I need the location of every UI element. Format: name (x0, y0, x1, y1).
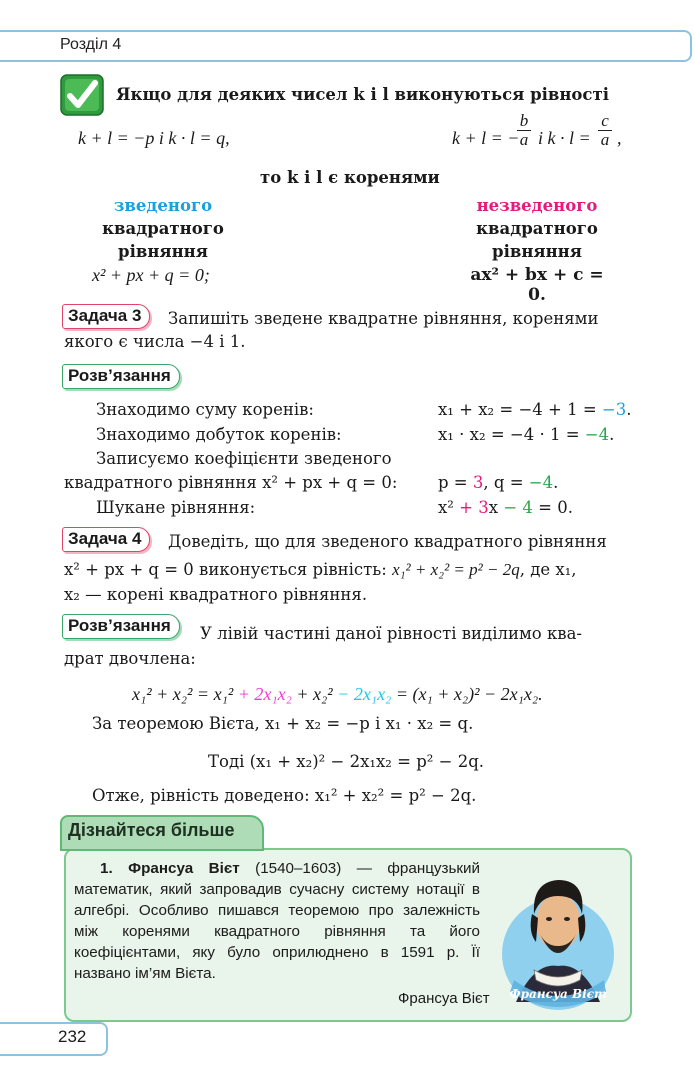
task4-line1: Доведіть, що для зведеного квадратного рівняння (168, 532, 607, 551)
task4-vieta-line: За теоремою Вієта, x₁ + x₂ = −p і x₁ · x₂ = q. (92, 714, 474, 733)
right-formula-start: k + l = − (452, 128, 520, 148)
left-col-line2: квадратного (102, 219, 224, 238)
task3-solution-label: Розв’язання (62, 364, 180, 389)
left-col-kind: зведеного (113, 196, 213, 215)
task3-row1-right (438, 400, 632, 419)
task4-solution-label: Розв’язання (62, 614, 180, 639)
fraction-denominator: a (517, 130, 531, 149)
task3-row4-left: квадратного рівняння x² + px + q = 0: (64, 473, 398, 492)
vieta-right-formula (452, 128, 519, 149)
task3-text-line2: якого є числа −4 і 1. (64, 332, 246, 351)
row1-value: −3 (601, 400, 627, 419)
task4-label: Задача 4 (62, 527, 150, 552)
vieta-portrait (494, 862, 622, 1012)
row1-expr: x₁ + x₂ = −4 + 1 = (438, 400, 602, 419)
task3-label: Задача 3 (62, 304, 150, 329)
task3-row5-right (438, 498, 573, 517)
more-info-body: (1540–1603) — французький математик, який запровадив сучасну систему нотації в алгебрі. Особливо пишався теоремою про залежність між коренями квадратного рівняння та його коефіцієнтами, яку було оприлюднено в 1591 р. Її названо ім’ям Вієта. (74, 860, 480, 982)
left-col-line3: рівняння (118, 242, 208, 261)
eq-part-c: + x₂² (291, 684, 338, 704)
task4-sol-line1: У лівій частині даної рівності виділимо ква- (200, 624, 582, 643)
task4-line2a: x² + px + q = 0 виконується рівність: (64, 560, 387, 579)
fraction-denominator-2: a (598, 130, 612, 149)
eq-part-a: x₁² + x₂² = x₁² (132, 684, 238, 704)
task3-row4-right (438, 473, 558, 492)
row5-b: + 3 (459, 498, 489, 517)
task3-row3-left: Записуємо коефіцієнти зведеного (96, 449, 392, 468)
row5-end: = 0. (532, 498, 573, 517)
fraction-numerator: b (519, 111, 529, 130)
more-info-bold: 1. Франсуа Вієт (100, 860, 240, 877)
eq-part-e: = (x₁ + x₂)² − 2x₁x₂. (391, 684, 543, 704)
task3-row5-left: Шукане рівняння: (96, 498, 256, 517)
eq-part-plus: + 2x₁x₂ (237, 684, 292, 704)
task3-row2-left: Знаходимо добуток коренів: (96, 425, 342, 444)
row2-value: −4 (584, 425, 610, 444)
vieta-left-formula: k + l = −p і k · l = q, (78, 128, 230, 148)
fraction-numerator-2: c (601, 111, 609, 130)
row4-q: , q = (483, 473, 529, 492)
row5-x: x (488, 498, 504, 517)
fraction-c-over-a (598, 112, 612, 149)
task4-line2c: , де x₁, (519, 560, 577, 579)
row5-x2: x² (438, 498, 460, 517)
fraction-b-over-a (517, 112, 531, 149)
row4-q-value: −4 (528, 473, 554, 492)
task4-then-line: Тоді (x₁ + x₂)² − 2x₁x₂ = p² − 2q. (208, 752, 485, 771)
checkmark-icon (60, 74, 104, 116)
section-title: Розділ 4 (60, 36, 122, 53)
right-col-line3: рівняння (492, 242, 582, 261)
task3-text-line1: Запишіть зведене квадратне рівняння, коренями (168, 309, 599, 328)
right-col-equation: ax² + bx + c = 0. (470, 265, 604, 305)
right-formula-comma: , (617, 128, 622, 148)
row1-end: . (626, 400, 632, 419)
page-number-box (0, 1022, 108, 1056)
task4-conclusion: Отже, рівність доведено: x₁² + x₂² = p² − 2q. (92, 786, 477, 805)
more-info-text (74, 858, 480, 984)
row5-c: − 4 (503, 498, 533, 517)
right-col-line2: квадратного (476, 219, 598, 238)
portrait-caption: Франсуа Вієт (398, 990, 490, 1007)
task4-sol-line2: драт двочлена: (64, 649, 196, 668)
vieta-intro: Якщо для деяких чисел k і l виконуються рівності (116, 85, 609, 104)
left-col-equation: x² + px + q = 0; (92, 265, 210, 285)
task4-line2 (64, 560, 577, 580)
task3-row2-right (438, 425, 614, 444)
right-col-kind: незведеного (476, 196, 598, 215)
task3-row1-left: Знаходимо суму коренів: (96, 400, 314, 419)
then-roots-text: то k і l є коренями (260, 168, 440, 187)
page-number: 232 (58, 1027, 87, 1046)
row2-end: . (609, 425, 615, 444)
task4-main-equation (132, 684, 543, 705)
row4-end: . (553, 473, 559, 492)
right-formula-and: і k · l = (538, 128, 591, 148)
eq-part-minus: − 2x₁x₂ (337, 684, 392, 704)
more-info-title: Дізнайтеся більше (68, 820, 235, 840)
task4-line3: x₂ — корені квадратного рівняння. (64, 585, 368, 604)
row2-expr: x₁ · x₂ = −4 · 1 = (438, 425, 585, 444)
portrait-label: Франсуа Вієт (509, 987, 607, 1001)
row4-p-value: 3 (472, 473, 484, 492)
row4-p: p = (438, 473, 473, 492)
task4-identity: x₁² + x₂² = p² − 2q (392, 560, 520, 579)
